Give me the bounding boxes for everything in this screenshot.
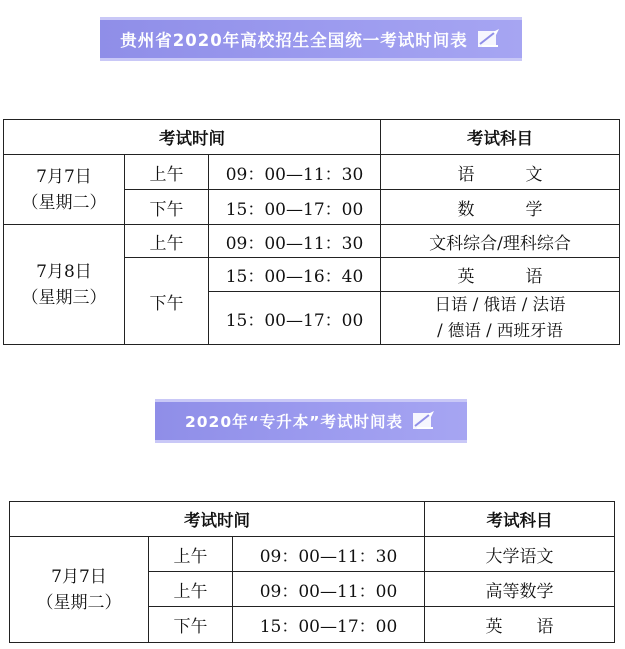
- time-cell: 09：00—11：30: [209, 225, 381, 258]
- period-cell: 下午: [125, 258, 209, 345]
- period-cell: 上午: [149, 537, 233, 572]
- date-text: 7月8日: [36, 261, 92, 282]
- period-cell: 下午: [149, 607, 233, 643]
- time-cell: 09：00—11：00: [233, 572, 425, 607]
- banner-title: 2020年“专升本”考试时间表: [184, 413, 403, 431]
- schedule-banner-upgrade: [155, 399, 467, 443]
- banner-title: 贵州省2020年高校招生全国统一考试时间表: [120, 31, 468, 50]
- subject-cell: 数 学: [381, 190, 620, 225]
- date-cell: [4, 155, 125, 225]
- time-cell: 15：00—17：00: [209, 292, 381, 345]
- header-exam-time: 考试时间: [4, 120, 381, 155]
- header-exam-subject: 考试科目: [425, 502, 615, 537]
- period-cell: 上午: [149, 572, 233, 607]
- subject-line: 日语 / 俄语 / 法语: [434, 295, 566, 314]
- schedule-banner-gaokao: [100, 17, 522, 61]
- time-cell: 09：00—11：30: [233, 537, 425, 572]
- table-row: [10, 537, 615, 572]
- subject-cell: 英 语: [381, 258, 620, 292]
- subject-cell: 文科综合/理科综合: [381, 225, 620, 258]
- period-cell: 上午: [125, 155, 209, 190]
- subject-line: / 德语 / 西班牙语: [437, 321, 563, 340]
- gaokao-schedule-table: [3, 119, 620, 345]
- time-cell: 15：00—17：00: [233, 607, 425, 643]
- weekday-text: （星期三）: [21, 287, 107, 308]
- date-cell: [10, 537, 149, 643]
- pencil-paper-icon: [476, 28, 502, 50]
- subject-cell: 英 语: [425, 607, 615, 643]
- header-exam-time: 考试时间: [10, 502, 425, 537]
- time-cell: 15：00—17：00: [209, 190, 381, 225]
- date-text: 7月7日: [51, 566, 107, 587]
- header-exam-subject: 考试科目: [381, 120, 620, 155]
- period-cell: 下午: [125, 190, 209, 225]
- pencil-paper-icon: [411, 410, 437, 432]
- time-cell: 15：00—16：40: [209, 258, 381, 292]
- subject-cell: 高等数学: [425, 572, 615, 607]
- table-row: [4, 155, 620, 190]
- table-row: [4, 225, 620, 258]
- time-cell: 09：00—11：30: [209, 155, 381, 190]
- upgrade-schedule-table: [9, 501, 615, 643]
- subject-cell: 语 文: [381, 155, 620, 190]
- weekday-text: （星期二）: [36, 592, 122, 613]
- subject-cell-languages: [381, 292, 620, 345]
- period-cell: 上午: [125, 225, 209, 258]
- subject-cell: 大学语文: [425, 537, 615, 572]
- date-cell: [4, 225, 125, 345]
- weekday-text: （星期二）: [21, 192, 107, 213]
- date-text: 7月7日: [36, 166, 92, 187]
